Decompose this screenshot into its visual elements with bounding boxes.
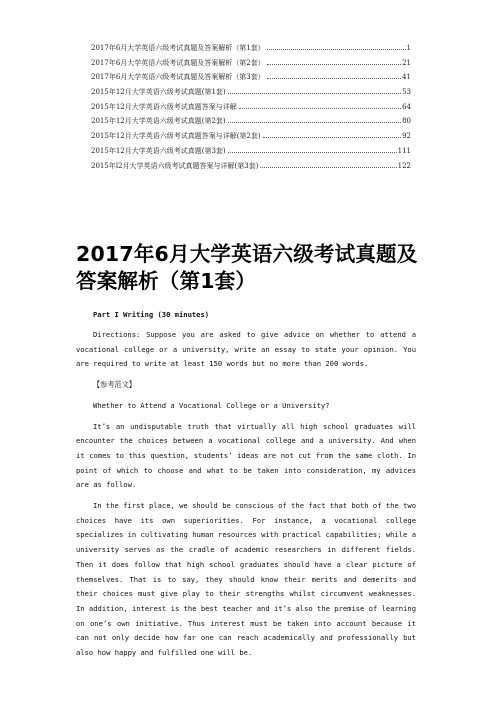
toc-entry-title: 2015年12月大学英语六级考试真题(第2套) xyxy=(91,117,226,126)
toc-leader-dots xyxy=(263,137,401,138)
essay-paragraph: In the first place, we should be conscious of the fact that both of the two choices have its own superiorities. For instance, a vocational college specializes in cultivating human resources with practical capabilities; while a university serves as the cradle of academic researchers in different fields. Then it does follow that high school graduates should have a clear picture of themselves. That is to say, they should know their merits and demerits and their choices must give play to their strengths whilst circumvent weaknesses. In addition, interest is the best teacher and it’s also the premise of learning on one’s own initiative. Thus interest must be taken into account because it can not only decide how far one can reach academically and professionally but also how happy and fulfilled one will be. xyxy=(76,501,416,658)
toc-entry[interactable] xyxy=(91,102,411,117)
section-heading: 2017年6月大学英语六级考试真题及答案解析（第1套） xyxy=(76,242,418,293)
toc-entry[interactable] xyxy=(91,131,411,146)
sample-essay-label: 【参考范文】 xyxy=(93,380,136,390)
toc-entry[interactable] xyxy=(91,161,411,176)
toc-entry-title: 2017年6月大学英语六级考试真题及答案解析（第3套） xyxy=(91,73,265,82)
toc-entry-title: 2017年6月大学英语六级考试真题及答案解析（第1套） xyxy=(91,44,265,52)
toc-leader-dots xyxy=(260,167,396,168)
toc-entry[interactable] xyxy=(91,146,411,161)
toc-leader-dots xyxy=(267,64,401,65)
toc-entry[interactable] xyxy=(91,72,411,87)
part-title: Part I Writing (30 minutes) xyxy=(93,310,210,319)
toc-leader-dots xyxy=(267,78,401,79)
toc-entry-page: 80 xyxy=(402,117,411,126)
toc-entry[interactable] xyxy=(91,116,411,131)
toc-entry[interactable] xyxy=(91,58,411,73)
toc-entry-title: 2017年6月大学英语六级考试真题及答案解析（第2套） xyxy=(91,58,265,67)
toc-entry-page: 92 xyxy=(402,132,411,141)
directions-paragraph: Directions: Suppose you are asked to give advice on whether to attend a vocational college or a university, write an essay to state your opinion. You are required to write at least 150 words but no more than 200 words. xyxy=(76,330,416,369)
toc-entry-page: 1 xyxy=(406,44,411,52)
toc-entry-page: 111 xyxy=(397,146,411,155)
toc-entry-title: 2015年12月大学英语六级考试真题答案与详解(第2套) xyxy=(91,132,261,141)
toc-entry-page: 122 xyxy=(397,161,411,170)
toc-entry-title: 2015年12月大学英语六级考试真题(第1套) xyxy=(91,88,226,97)
document-body xyxy=(76,309,416,661)
toc-entry-title: 2015年l2月大学英语六级考试真题答案与详解(第3套) xyxy=(91,161,259,170)
essay-title: Whether to Attend a Vocational College or a University? xyxy=(93,400,330,410)
essay-paragraph: It’s an undisputable truth that virtually all high school graduates will encounter the choices between a vocational college and a university. And when it comes to this question, students’ ideas are not cut from the same cloth. In point of which to choose and what to be taken into consideration, my advices are as follow. xyxy=(76,421,416,490)
toc-entry[interactable] xyxy=(91,87,411,102)
toc-leader-dots xyxy=(228,122,401,123)
toc-entry-title: 2015年12月大学英语六级考试真题答案与详解 xyxy=(91,102,237,111)
toc-entry-page: 53 xyxy=(402,88,411,97)
spacer xyxy=(76,320,416,328)
table-of-contents xyxy=(91,43,411,175)
toc-leader-dots xyxy=(228,152,397,153)
toc-entry[interactable] xyxy=(91,43,411,58)
toc-leader-dots xyxy=(239,108,401,109)
toc-leader-dots xyxy=(267,49,406,50)
toc-leader-dots xyxy=(228,93,401,94)
toc-entry-page: 64 xyxy=(402,102,411,111)
toc-entry-page: 41 xyxy=(402,73,411,82)
toc-entry-title: 2015年12月大学英语六级考试真题(第3套) xyxy=(91,146,226,155)
toc-entry-page: 21 xyxy=(402,58,411,67)
